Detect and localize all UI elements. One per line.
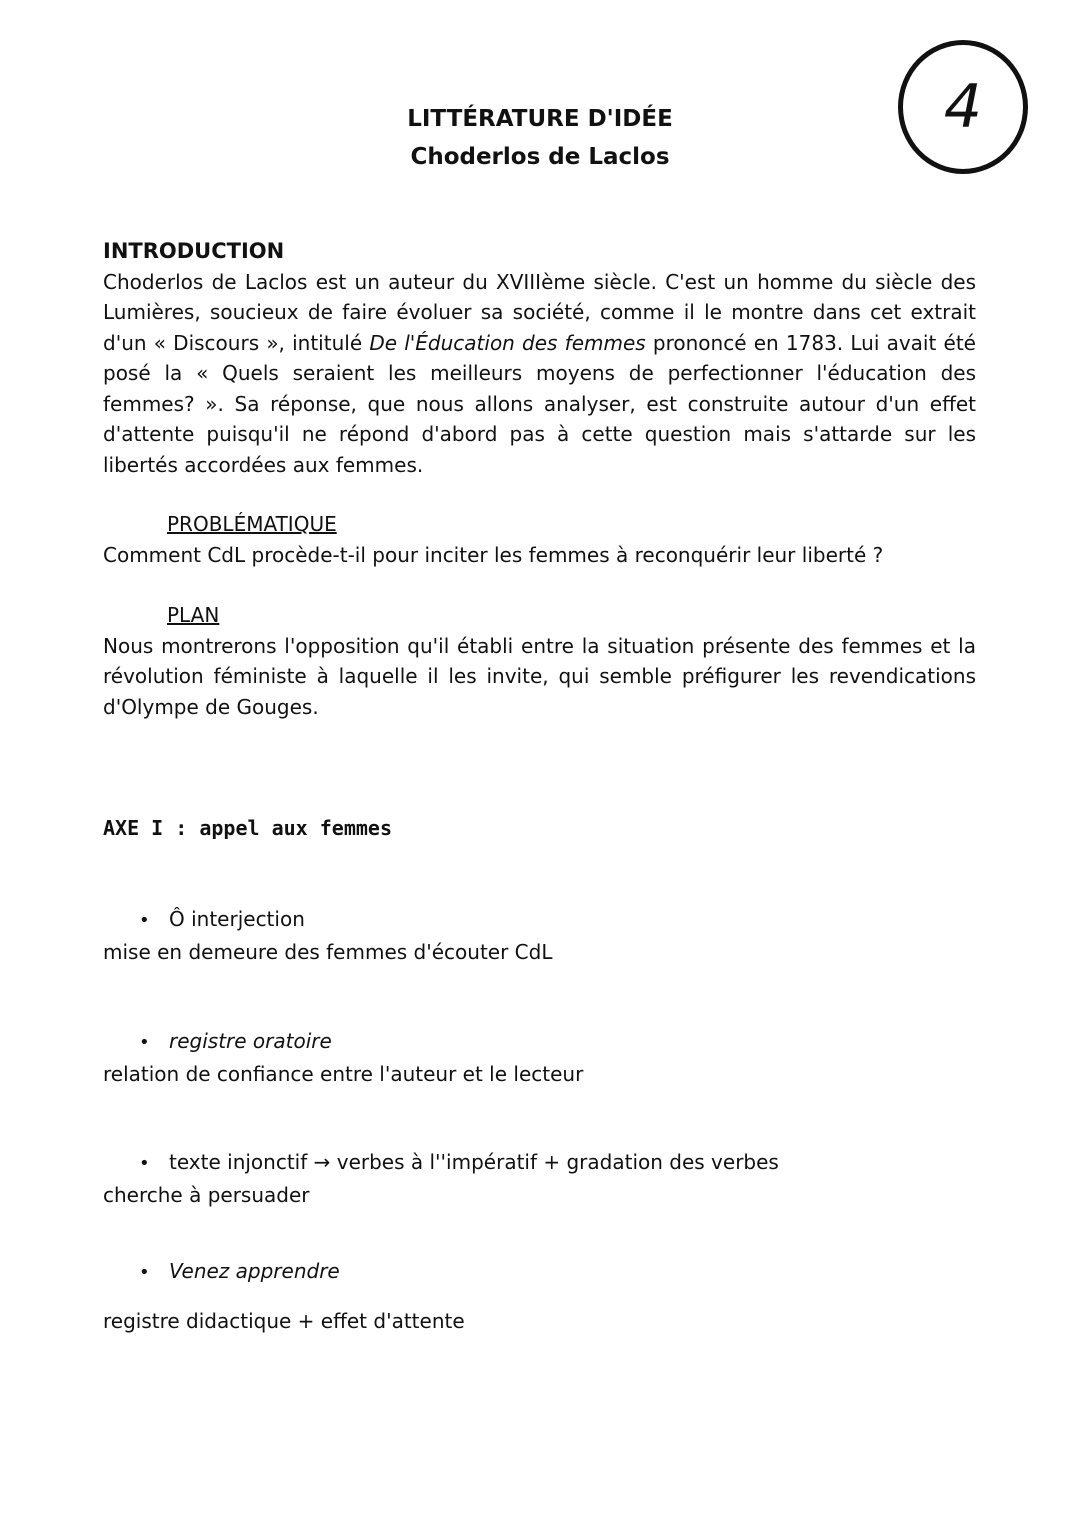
page-subtitle: Choderlos de Laclos — [410, 144, 670, 170]
problematique-text: Comment CdL procède-t-il pour inciter les femmes à reconquérir leur liberté ? — [103, 542, 884, 567]
axe1-heading: AXE I : appel aux femmes — [103, 816, 392, 840]
axe1-item-detail: registre didactique + effet d'attente — [103, 1308, 465, 1333]
axe1-item — [103, 1256, 976, 1336]
introduction-text-italic: De l'Éducation des femmes — [369, 330, 646, 355]
plan-section — [103, 600, 976, 722]
bullet-icon: • — [139, 1032, 150, 1053]
introduction-text-part1: Choderlos de Laclos est un auteur du XVIIIème siècle. C'est un homme du siècle des Lumières, soucieux de faire évoluer sa société, comme il le montre dans cet extrait d'un « Discours », intitulé — [103, 269, 976, 355]
bullet-icon: • — [139, 1262, 150, 1283]
axe1-item-label: registre oratoire — [169, 1029, 332, 1053]
axe1-item — [103, 1026, 976, 1089]
introduction-text-part2: prononcé en 1783. Lui avait été posé la « Quels seraient les meilleurs moyens de perfectionner l'éducation des femmes? ». Sa réponse, que nous allons analyser, est construite autour d'un effet d'attente puisqu'il ne répond d'abord pas à cette question mais s'attarde sur les libertés accordées aux femmes. — [103, 330, 976, 477]
problematique-section — [103, 509, 976, 570]
plan-text: Nous montrerons l'opposition qu'il établi entre la situation présente des femmes et la révolution féministe à laquelle il les invite, qui semble préfigurer les revendications d'Olympe de Gouges. — [103, 633, 976, 719]
axe1-item-label: Ô interjection — [169, 907, 305, 931]
axe1-section — [103, 813, 976, 844]
introduction-paragraph — [103, 267, 976, 481]
bullet-icon: • — [139, 910, 150, 931]
axe1-item — [103, 1147, 976, 1210]
introduction-heading: INTRODUCTION — [103, 239, 285, 263]
introduction-section — [103, 236, 976, 480]
page-number: 4 — [943, 72, 983, 142]
axe1-item — [103, 904, 976, 967]
plan-heading: PLAN — [167, 603, 220, 627]
axe1-item-detail: mise en demeure des femmes d'écouter CdL — [103, 939, 553, 964]
axe1-item-label: Venez apprendre — [169, 1259, 340, 1283]
axe1-item-detail: cherche à persuader — [103, 1182, 310, 1207]
axe1-item-detail: relation de confiance entre l'auteur et le lecteur — [103, 1061, 584, 1086]
page-title: LITTÉRATURE D'IDÉE — [407, 106, 673, 132]
axe1-item-label: texte injonctif → verbes à l''impératif + gradation des verbes — [169, 1150, 779, 1174]
bullet-icon: • — [139, 1153, 150, 1174]
problematique-heading: PROBLÉMATIQUE — [167, 512, 337, 536]
